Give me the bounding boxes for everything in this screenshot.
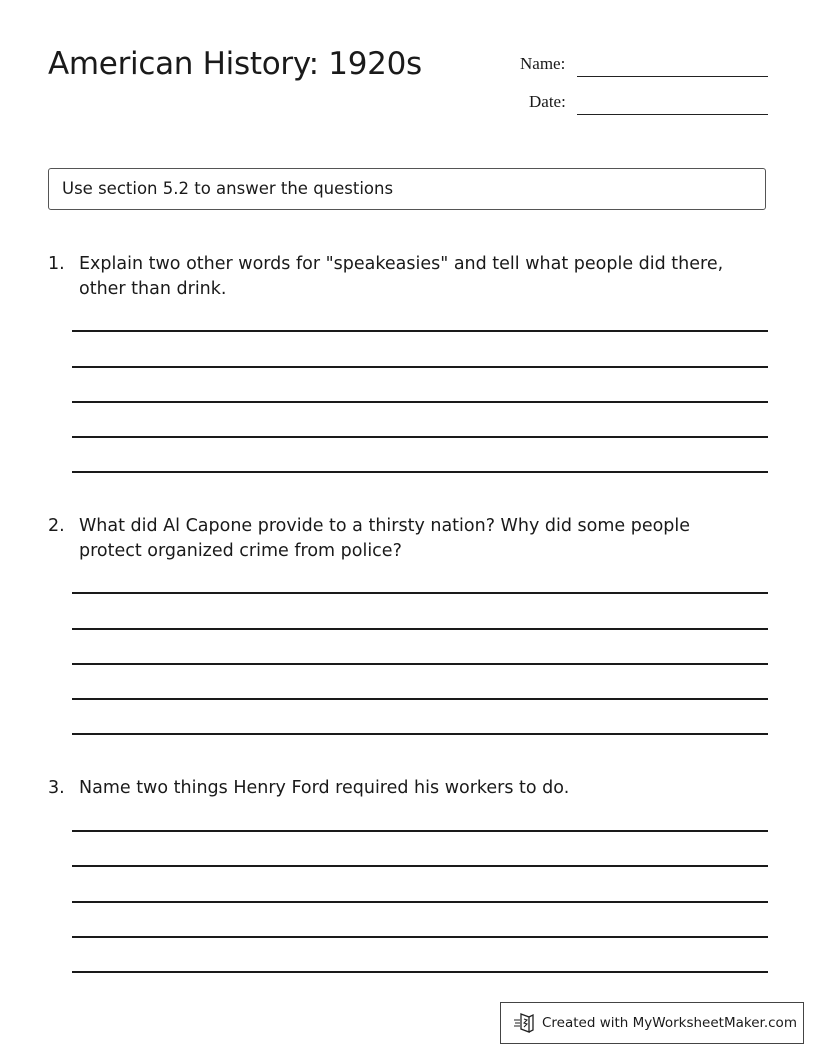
answer-line[interactable]: [72, 901, 768, 903]
question-text: [79, 776, 769, 801]
question-number: 2.: [48, 516, 65, 536]
question-text-line: other than drink.: [79, 279, 227, 299]
answer-line[interactable]: [72, 971, 768, 973]
instructions-box: Use section 5.2 to answer the questions: [48, 168, 766, 210]
date-field[interactable]: [577, 114, 768, 115]
name-label: Name:: [520, 54, 566, 73]
question-text-line: Name two things Henry Ford required his workers to do.: [79, 778, 570, 798]
question-text-line: protect organized crime from police?: [79, 541, 402, 561]
question-text: [79, 514, 769, 564]
name-field[interactable]: [577, 76, 768, 77]
answer-line[interactable]: [72, 663, 768, 665]
question-1: [48, 252, 768, 302]
answer-line[interactable]: [72, 936, 768, 938]
answer-line[interactable]: [72, 592, 768, 594]
question-text-line: Explain two other words for "speakeasies" and tell what people did there,: [79, 254, 724, 274]
answer-line[interactable]: [72, 436, 768, 438]
date-label: Date:: [529, 92, 566, 111]
footer-text: Created with MyWorksheetMaker.com: [542, 1015, 797, 1031]
footer-badge[interactable]: [500, 1002, 804, 1044]
answer-line[interactable]: [72, 366, 768, 368]
answer-line[interactable]: [72, 401, 768, 403]
page-title: American History: 1920s: [48, 46, 422, 82]
answer-line[interactable]: [72, 733, 768, 735]
answer-line[interactable]: [72, 830, 768, 832]
answer-line[interactable]: [72, 698, 768, 700]
worksheet-maker-logo-icon: [513, 1012, 535, 1034]
answer-line[interactable]: [72, 330, 768, 332]
question-text: [79, 252, 769, 302]
question-number: 1.: [48, 254, 65, 274]
question-2: [48, 514, 768, 564]
answer-line[interactable]: [72, 471, 768, 473]
question-3: [48, 776, 768, 801]
answer-line[interactable]: [72, 865, 768, 867]
question-text-line: What did Al Capone provide to a thirsty nation? Why did some people: [79, 516, 691, 536]
answer-line[interactable]: [72, 628, 768, 630]
question-number: 3.: [48, 778, 65, 798]
